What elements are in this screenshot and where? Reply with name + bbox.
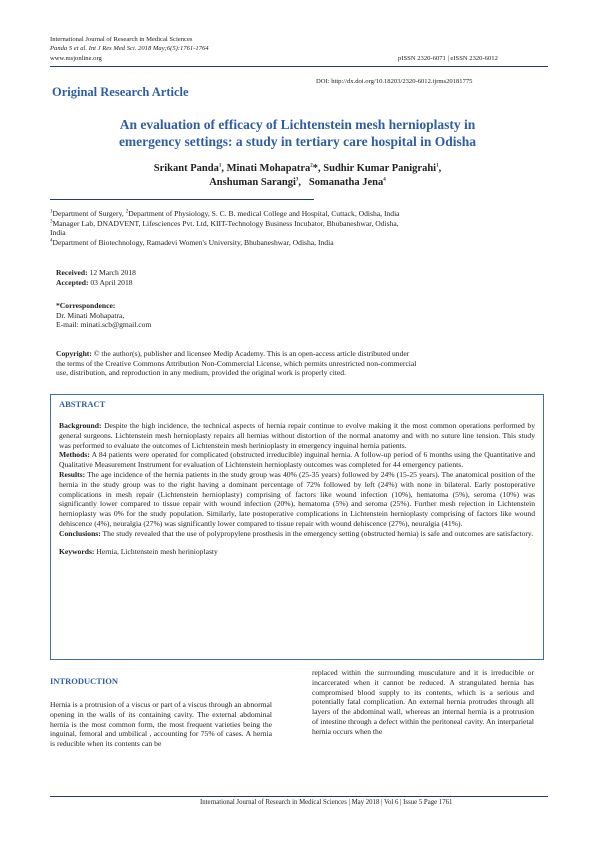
- author-name: Anshuman Sarangi: [209, 177, 296, 188]
- footer-rule: [50, 796, 548, 797]
- header-rule: [50, 66, 548, 67]
- abstract-background: Background: Despite the high incidence, the technical aspects of hernia repair continue to evolve making it the most common operations performed by general surgeons. Lichtenstein mesh hernioplasty repairs all hernias without distortion of the normal anatomy and with no suture line tension. This study was performed to evaluate the outcomes of Lichtenstein mesh herinioplasty in emergency inguinal hernia patients.: [59, 421, 535, 450]
- author-name: Somanatha Jena: [308, 177, 384, 188]
- affiliation-rule: [50, 199, 314, 200]
- copyright-notice: Copyright: © the author(s), publisher and licensee Medip Academy. This is an open-access article distributed under the terms of the Creative Commons Attribution Non-Commercial License, which permits unrestricted non-commercial use, distribution, and reproduction in any medium, provided the original work is properly cited.: [56, 349, 417, 378]
- keywords: Keywords: Hernia, Lichtenstein mesh herinioplasty: [59, 546, 218, 556]
- received-date: Received: 12 March 2018: [56, 268, 136, 277]
- email-link[interactable]: E-mail: minati.scb@gmail.com: [56, 320, 152, 330]
- correspondence: *Correspondence: Dr. Minati Mohapatra, E-mail: minati.scb@gmail.com: [56, 301, 152, 330]
- page-footer: International Journal of Research in Medical Sciences | May 2018 | Vol 6 | Issue 5 Page 1761: [200, 799, 453, 806]
- abstract-conclusions: Conclusions: The study revealed that the use of polypropylene prosthesis in the emergency setting (obstructed hernia) is safe and outcomes are satisfactory.: [59, 528, 534, 538]
- abstract-heading: ABSTRACT: [59, 399, 106, 409]
- title-line-2: emergency settings: a study in tertiary care hospital in Odisha: [118, 134, 477, 149]
- abstract-box: [50, 394, 544, 660]
- author-name: Sudhir Kumar Panigrahi: [323, 163, 437, 174]
- accepted-date: Accepted: 03 April 2018: [56, 278, 133, 287]
- author-name: Minati Mohapatra: [226, 163, 311, 174]
- abstract-body: [59, 421, 535, 556]
- affiliations: $^1$Department of Surgery, $^2$Department of Physiology, S. C. B. medical College and Hospital, Cuttack, Odisha, India $^3$Manager Lab, DNADVENT, Lifesciences Pvt. Ltd, KIIT-Technology Business Incubator, Bhubaneshwar, Odisha, India $^4$Department of Biotechnology, Ramadevi Women's University, Bhubaneshwar, Odisha, India: [50, 209, 400, 247]
- intro-column-2: replaced within the surrounding musculature and it is irreducible or incarcerated when it cannot be reduced. A strangulated hernia has compromised blood supply to its contents, which is a serious and potentially fatal complication. An external hernia protrudes through all layers of the abdominal wall, whereas an internal hernia is a protrusion of intestine through a defect within the peritoneal cavity. An interparietal hernia occurs when the: [312, 668, 534, 736]
- website-link[interactable]: www.msjonline.org: [50, 55, 102, 62]
- intro-column-1: Hernia is a protrusion of a viscus or part of a viscus through an abnormal opening in the walls of its containing cavity. The external abdominal hernia is the most common form, the most frequent varieties being the inguinal, femoral and umbilical , accounting for 75% of cases. A hernia is reducible when its contents can be: [50, 700, 272, 749]
- journal-name: International Journal of Research in Medical Sciences: [50, 36, 193, 43]
- author-list: Srikant Panda$^1$, Minati Mohapatra$^2$*, Sudhir Kumar Panigrahi$^1$, Anshuman Sarangi$^3$, Somanatha Jena$^4$: [153, 163, 442, 188]
- citation: Panda S et al. Int J Res Med Sci. 2018 May;6(5):1761-1764: [50, 45, 209, 52]
- issn: pISSN 2320-6071 | eISSN 2320-6012: [398, 55, 498, 62]
- introduction-heading: INTRODUCTION: [50, 676, 119, 686]
- author-name: Srikant Panda: [153, 163, 219, 174]
- title-line-1: An evaluation of efficacy of Lichtenstein mesh hernioplasty in: [119, 117, 476, 132]
- article-type: Original Research Article: [52, 85, 189, 99]
- article-title: [50, 116, 545, 150]
- doi-link[interactable]: DOI: http://dx.doi.org/10.18203/2320-6012.ijrms20181775: [316, 78, 473, 85]
- abstract-methods: Methods: A 84 patients were operated for complicated (obstructed irreducible) inguinal hernia. A follow-up period of 6 months using the Quantitative and Qualitative Measurement Instrument for evaluation of Lichtenstein hernioplasty outcomes was completed for 44 emergency patients.: [59, 450, 535, 470]
- abstract-results: Results: The age incidence of the hernia patients in the study group was 40% (25-35 years) followed by 24% (15-25 years). The anatomical position of the hernia in the study group was to the right having a dominant percentage of 72% followed by left (24%) with none in bilateral. Early postoperative complications in mesh repair (Lichtenstein hernioplasty) comprising of factors like wound infection (10%), hematoma (5%), seroma (10%) was significantly lower compared to tissue repair with wound infection (20%), hematoma (5%) and seroma (25%). Further mesh rejection in Lichtenstein hernioplasty was 0% for the study population. Similarly, late postoperative complications in Lichtenstein hernioplasty comprising of factors like wound dehiscence (4%), neuralgia (27%) was significantly lower compared to tissue repair with wound dehiscence (27%), neuralgia (41%).: [59, 469, 535, 528]
